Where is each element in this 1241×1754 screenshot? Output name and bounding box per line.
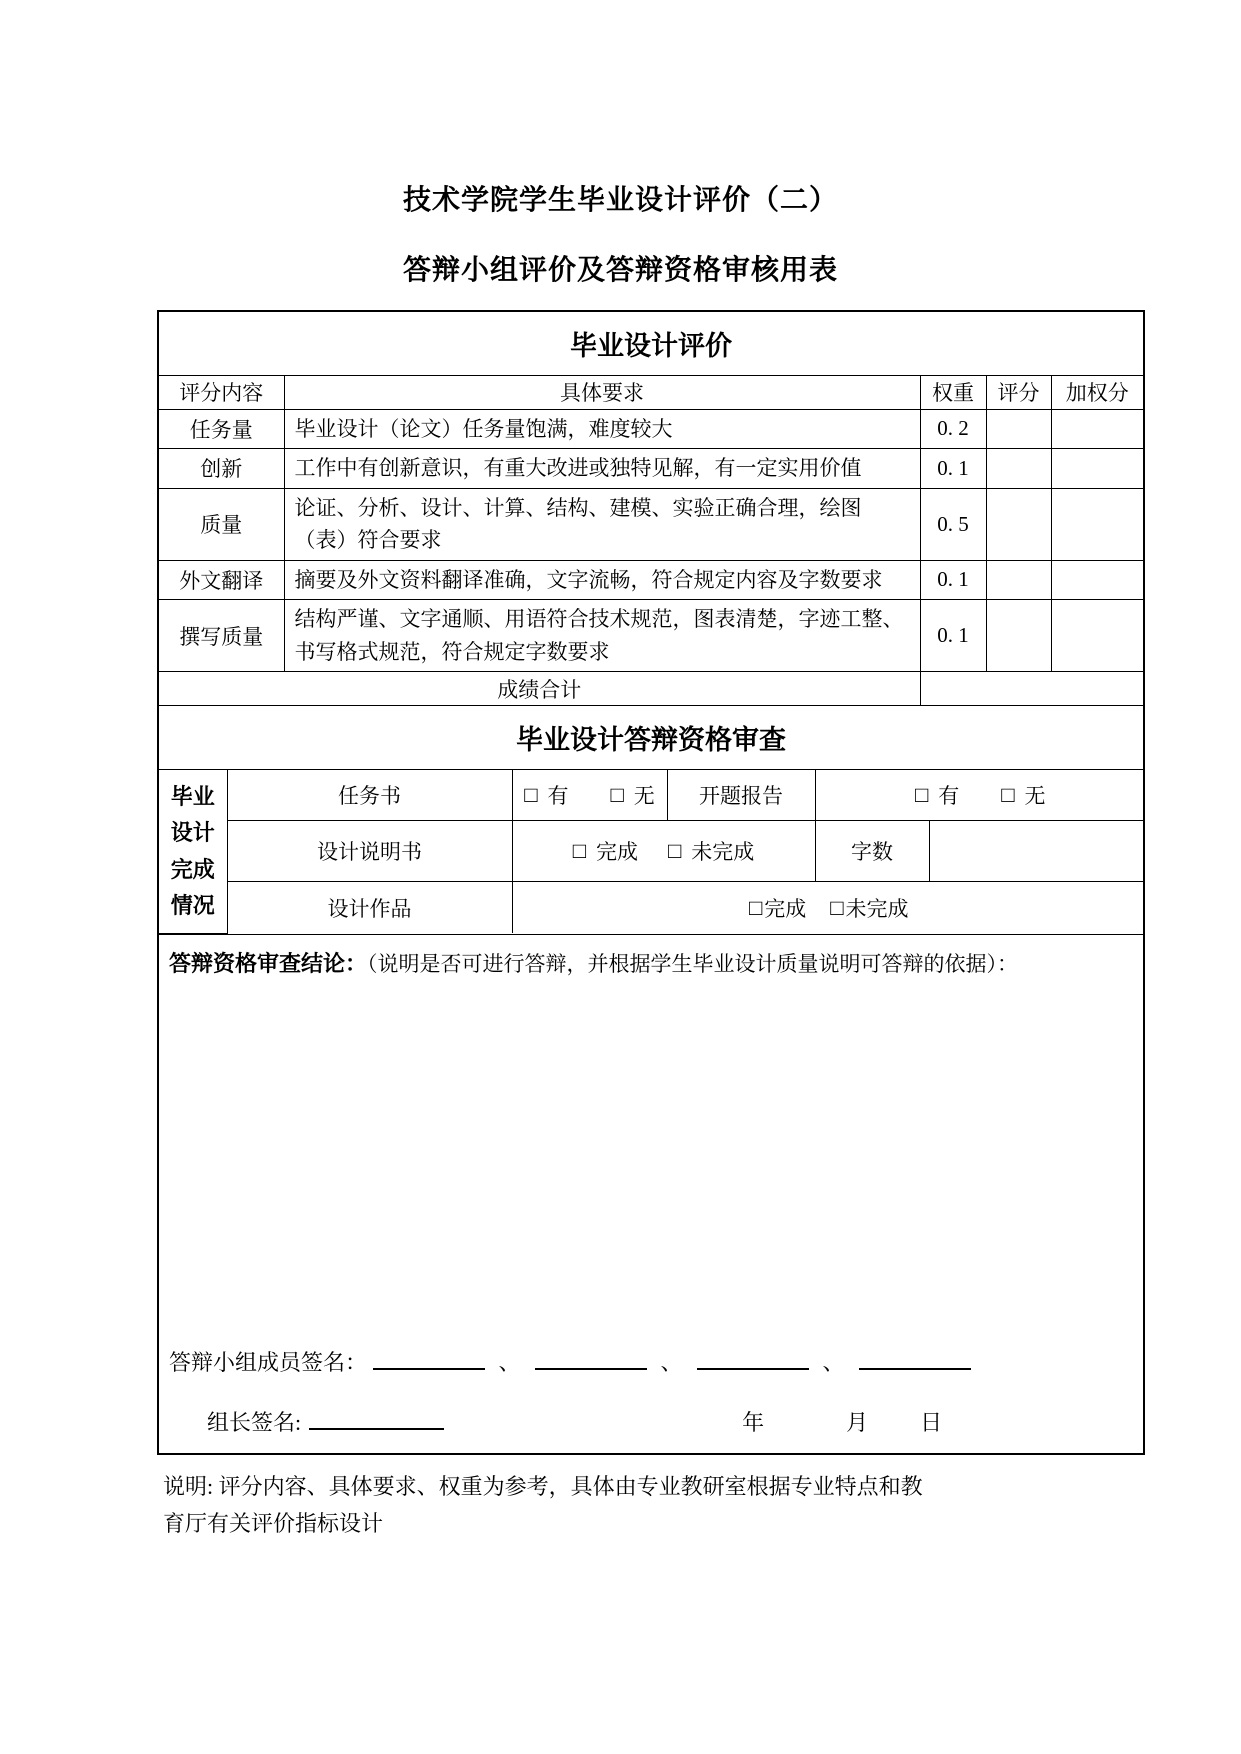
col-header-content: 评分内容: [158, 375, 284, 409]
criterion-weight: 0. 2: [920, 409, 986, 449]
footer-note: [163, 1468, 1083, 1543]
criterion-name: 撰写质量: [158, 600, 284, 672]
leader-signature-line: [207, 1406, 942, 1437]
criterion-weight: 0. 1: [920, 600, 986, 672]
completion-status-label: [159, 770, 227, 933]
weighted-score-input-cell[interactable]: [1051, 560, 1144, 600]
date-year-label: 年: [742, 1409, 765, 1435]
manual-not-done-checkbox[interactable]: [668, 836, 754, 866]
completion-status-label-line: 完成: [170, 856, 215, 882]
criterion-name: 质量: [158, 488, 284, 560]
criterion-weight: 0. 1: [920, 449, 986, 489]
member-signature-blank-2[interactable]: [535, 1348, 647, 1370]
score-input-cell[interactable]: [986, 488, 1051, 560]
eval-row-taskload: [158, 409, 1144, 449]
col-header-weighted: 加权分: [1051, 375, 1144, 409]
qualification-section-title-row: [158, 706, 1144, 770]
design-manual-label: 设计说明书: [227, 820, 512, 881]
task-book-options-cell: [512, 770, 667, 820]
total-score-input-cell[interactable]: [920, 672, 1144, 706]
signature-separator: 、: [498, 1349, 521, 1375]
conclusion-cell: [158, 934, 1144, 1454]
proposal-label: 开题报告: [667, 770, 815, 820]
conclusion-label: 答辩资格审查结论：: [169, 950, 368, 976]
design-manual-options-cell: [512, 820, 815, 881]
proposal-options-cell: [815, 770, 1145, 820]
checkbox-unchecked-icon: □: [914, 782, 929, 808]
completion-status-host: [158, 770, 1144, 935]
work-not-done-label: 未完成: [845, 896, 909, 921]
completion-status-label-line: 设计: [170, 820, 215, 846]
manual-done-checkbox[interactable]: [573, 836, 638, 866]
criterion-name: 创新: [158, 449, 284, 489]
checkbox-unchecked-icon: □: [610, 782, 624, 808]
checkbox-unchecked-icon: □: [748, 894, 763, 920]
footer-note-line: 育厅有关评价指标设计: [163, 1511, 384, 1537]
eval-header-row: [158, 375, 1144, 409]
task-book-label: 任务书: [227, 770, 512, 820]
proposal-yes-label: 有: [938, 784, 960, 809]
checkbox-unchecked-icon: □: [830, 894, 844, 920]
leader-signature-blank[interactable]: [309, 1408, 444, 1430]
weighted-score-input-cell[interactable]: [1051, 600, 1144, 672]
completion-status-label-line: 情况: [170, 892, 215, 918]
col-header-weight: 权重: [920, 375, 986, 409]
criterion-weight: 0. 1: [920, 560, 986, 600]
col-header-score: 评分: [986, 375, 1051, 409]
word-count-label: 字数: [815, 820, 929, 881]
task-book-no-checkbox[interactable]: [611, 780, 655, 810]
score-input-cell[interactable]: [986, 560, 1051, 600]
criterion-requirement: 论证、分析、设计、计算、结构、建模、实验正确合理，绘图（表）符合要求: [284, 488, 920, 560]
score-input-cell[interactable]: [986, 600, 1051, 672]
criterion-requirement: 摘要及外文资料翻译准确，文字流畅，符合规定内容及字数要求: [284, 560, 920, 600]
work-done-checkbox[interactable]: [749, 893, 806, 923]
col-header-requirement: 具体要求: [284, 375, 920, 409]
member-signature-blank-4[interactable]: [859, 1348, 971, 1370]
doc-title: 技术学院学生毕业设计评价（二）: [402, 184, 838, 215]
signature-separator: 、: [660, 1349, 683, 1375]
conclusion-row: [158, 934, 1144, 1454]
criterion-requirement: 结构严谨、文字通顺、用语符合技术规范，图表清楚，字迹工整、书写格式规范，符合规定字数要求: [284, 600, 920, 672]
score-input-cell[interactable]: [986, 449, 1051, 489]
signature-separator: 、: [822, 1349, 845, 1375]
design-manual-row: [159, 820, 1145, 881]
leader-signature-label: 组长签名:: [207, 1409, 302, 1435]
evaluation-table: [157, 310, 1145, 1455]
manual-not-done-label: 未完成: [691, 839, 755, 864]
conclusion-body[interactable]: [159, 935, 1143, 1453]
date-month-label: 月: [846, 1409, 869, 1435]
weighted-score-input-cell[interactable]: [1051, 449, 1144, 489]
conclusion-hint: （说明是否可进行答辩，并根据学生毕业设计质量说明可答辩的依据）：: [367, 951, 1019, 976]
criterion-name: 外文翻译: [158, 560, 284, 600]
qualification-section-title: 毕业设计答辩资格审查: [158, 706, 1144, 770]
eval-row-translation: [158, 560, 1144, 600]
work-not-done-checkbox[interactable]: [830, 893, 908, 923]
design-work-label: 设计作品: [227, 881, 512, 933]
completion-status-label-line: 毕业: [170, 783, 215, 809]
task-book-row: [159, 770, 1145, 820]
task-book-yes-checkbox[interactable]: [524, 780, 568, 810]
eval-section-title-row: [158, 311, 1144, 375]
member-signature-blank-3[interactable]: [697, 1348, 809, 1370]
eval-row-innovation: [158, 449, 1144, 489]
weighted-score-input-cell[interactable]: [1051, 488, 1144, 560]
completion-status-row: [158, 770, 1144, 935]
proposal-yes-checkbox[interactable]: [915, 780, 959, 810]
member-signature-blank-1[interactable]: [373, 1348, 485, 1370]
checkbox-unchecked-icon: □: [668, 837, 682, 863]
members-signature-label: 答辩小组成员签名：: [169, 1349, 368, 1375]
eval-section-title: 毕业设计评价: [158, 311, 1144, 375]
criterion-requirement: 工作中有创新意识，有重大改进或独特见解，有一定实用价值: [284, 449, 920, 489]
proposal-no-checkbox[interactable]: [1001, 780, 1045, 810]
work-done-label: 完成: [764, 896, 807, 921]
weighted-score-input-cell[interactable]: [1051, 409, 1144, 449]
total-score-row: [158, 672, 1144, 706]
criterion-name: 任务量: [158, 409, 284, 449]
task-book-no-label: 无: [633, 784, 655, 809]
total-score-label: 成绩合计: [158, 672, 920, 706]
manual-done-label: 完成: [596, 839, 638, 864]
eval-row-quality: [158, 488, 1144, 560]
criterion-requirement: 毕业设计（论文）任务量饱满，难度较大: [284, 409, 920, 449]
footer-note-line: 说明: 评分内容、具体要求、权重为参考，具体由专业教研室根据专业特点和教: [163, 1474, 923, 1499]
checkbox-unchecked-icon: □: [1001, 782, 1015, 808]
members-signature-line: [169, 1346, 971, 1377]
word-count-input-cell[interactable]: [929, 820, 1145, 881]
completion-status-table: [159, 770, 1145, 934]
criterion-weight: 0. 5: [920, 488, 986, 560]
proposal-no-label: 无: [1024, 784, 1046, 809]
design-work-row: [159, 881, 1145, 933]
score-input-cell[interactable]: [986, 409, 1051, 449]
design-work-options-cell: [512, 881, 1145, 933]
task-book-yes-label: 有: [547, 784, 569, 809]
checkbox-unchecked-icon: □: [524, 782, 538, 808]
date-day-label: 日: [920, 1409, 943, 1435]
checkbox-unchecked-icon: □: [572, 837, 586, 863]
doc-subtitle: 答辩小组评价及答辩资格审核用表: [402, 254, 838, 285]
eval-row-writing: [158, 600, 1144, 672]
